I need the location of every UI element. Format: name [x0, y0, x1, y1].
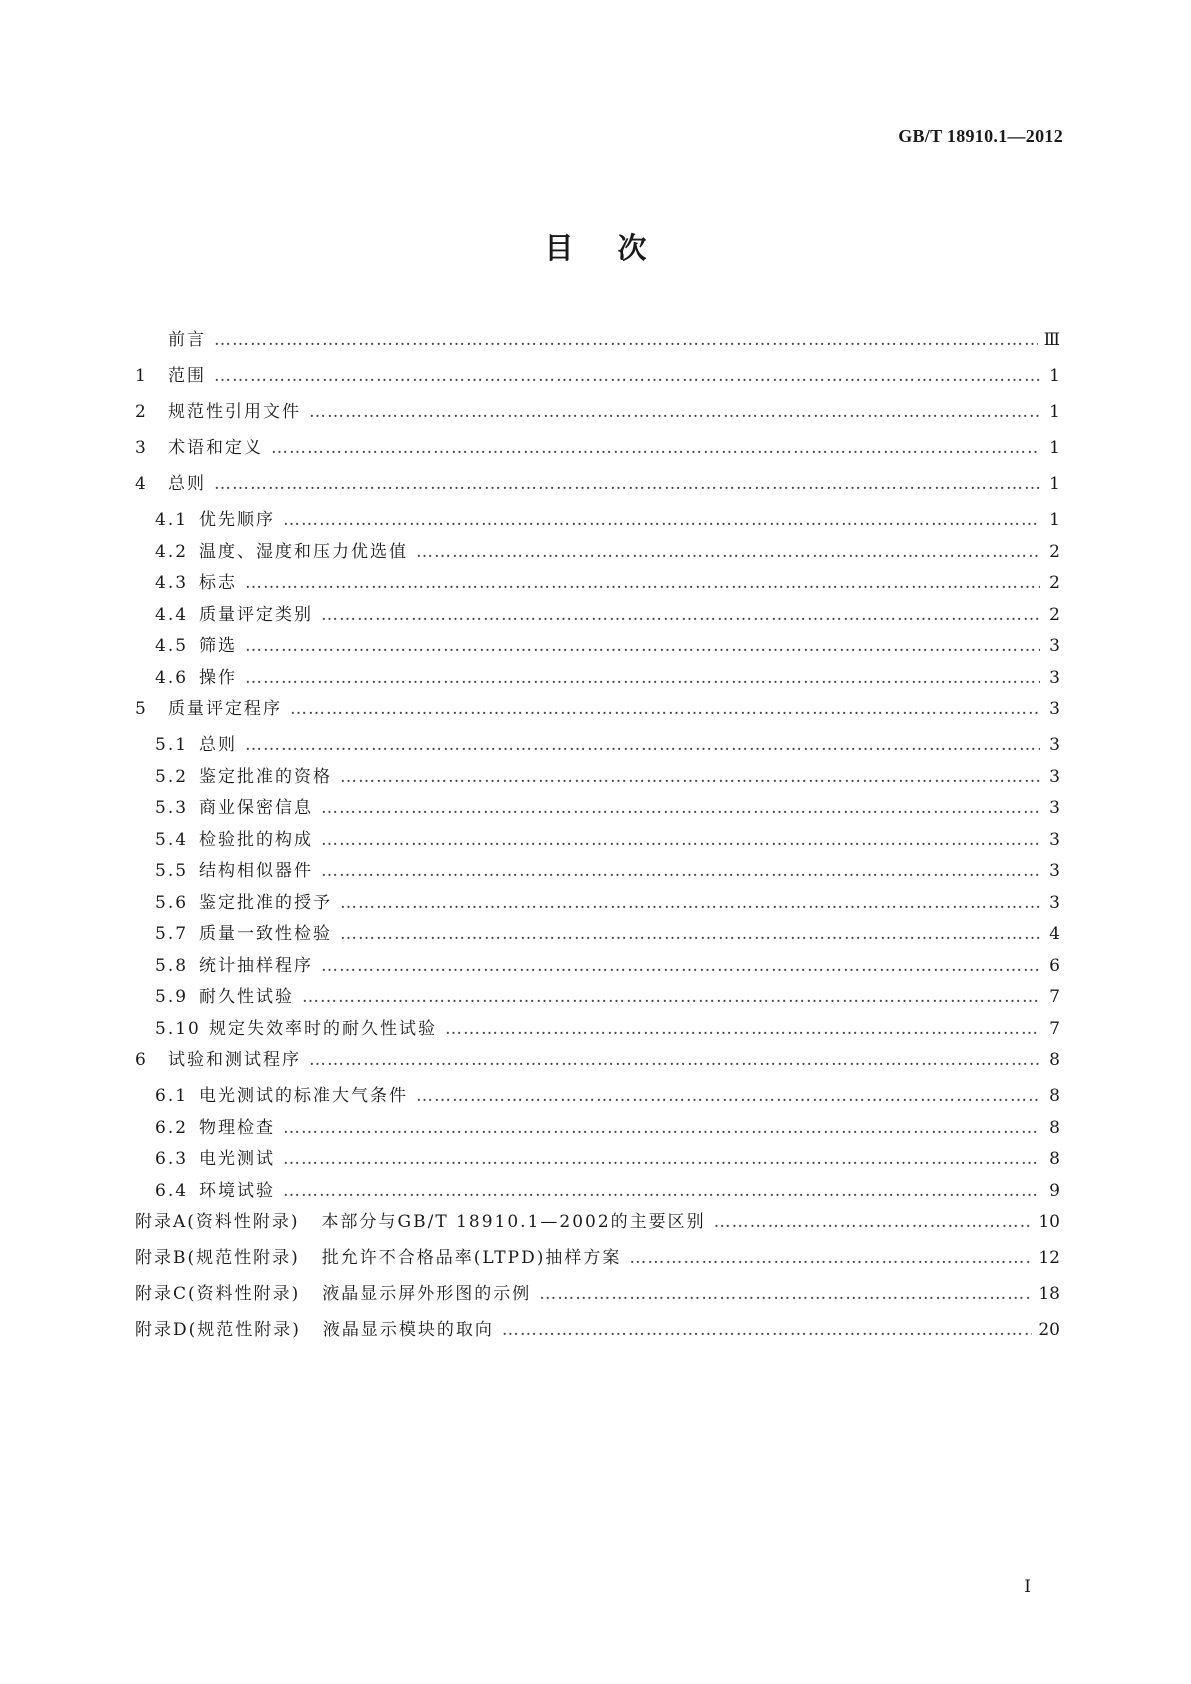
toc-entry-page: 20 [1038, 1320, 1060, 1340]
dot-leader [283, 1149, 1040, 1169]
toc-entry-label: 前言 [168, 330, 206, 350]
toc-entry-page: 12 [1038, 1248, 1060, 1268]
toc-entry-label: 鉴定批准的授予 [199, 892, 332, 913]
toc-entry-page: 2 [1049, 604, 1060, 625]
toc-entry-number: 6.3 [155, 1149, 189, 1169]
toc-entry-number: 6.1 [155, 1086, 189, 1106]
toc-entry-page: 3 [1049, 667, 1060, 688]
dot-leader [321, 798, 1040, 818]
toc-entry-page: 3 [1049, 766, 1060, 787]
dot-leader [214, 366, 1040, 386]
dot-leader [714, 1212, 1033, 1232]
toc-entry[interactable] [135, 1243, 1060, 1279]
toc-entry-label: 结构相似器件 [199, 861, 313, 881]
toc-entry-number: 4.5 [155, 636, 189, 656]
toc-entry[interactable] [135, 982, 1060, 1014]
toc-entry-label: 耐久性试验 [199, 987, 294, 1007]
toc-entry-label: 液晶显示屏外形图的示例 [322, 1284, 532, 1304]
dot-leader [302, 987, 1040, 1007]
toc-entry[interactable] [135, 856, 1060, 888]
toc-entry[interactable] [135, 397, 1060, 433]
dot-leader [271, 438, 1040, 458]
toc-entry-label: 质量评定类别 [199, 604, 313, 625]
toc-entry-label: 物理检查 [199, 1117, 275, 1138]
page-number: Ⅰ [1024, 1577, 1031, 1597]
toc-entry[interactable] [135, 600, 1060, 632]
dot-leader [214, 330, 1038, 350]
toc-entry-page: 3 [1049, 636, 1060, 656]
dot-leader [416, 542, 1040, 562]
toc-entry[interactable] [135, 1279, 1060, 1315]
toc-entry-number: 5.6 [155, 892, 189, 913]
toc-entry-page: 3 [1049, 892, 1060, 913]
toc-entry-label: 电光测试的标准大气条件 [199, 1086, 408, 1106]
toc-entry-page: Ⅲ [1043, 330, 1060, 350]
toc-entry-label: 术语和定义 [168, 438, 263, 458]
toc-entry-number: 4.4 [155, 604, 189, 625]
dot-leader [245, 668, 1040, 688]
toc-entry-number: 附录C(资料性附录) [135, 1284, 301, 1304]
standard-code: GB/T 18910.1—2012 [898, 126, 1063, 146]
toc-entry-number: 5.7 [155, 924, 189, 944]
toc-entry-label: 操作 [199, 667, 237, 688]
dot-leader [283, 1181, 1040, 1201]
toc-entry-page: 7 [1049, 987, 1060, 1007]
toc-entry-number: 4.6 [155, 667, 189, 688]
dot-leader [321, 830, 1040, 850]
toc-entry[interactable] [135, 825, 1060, 857]
toc-entry[interactable] [135, 1081, 1060, 1113]
toc-entry-page: 4 [1049, 924, 1060, 944]
dot-leader [321, 956, 1040, 976]
toc-entry[interactable] [135, 1176, 1060, 1208]
toc-entry-number: 6.2 [155, 1117, 189, 1138]
dot-leader [340, 893, 1040, 913]
toc-entry[interactable] [135, 433, 1060, 469]
toc-entry-page: 3 [1049, 699, 1060, 719]
dot-leader [283, 1118, 1040, 1138]
toc-entry-label: 质量评定程序 [168, 699, 282, 719]
toc-entry-page: 8 [1049, 1117, 1060, 1138]
dot-leader [445, 1019, 1040, 1039]
toc-entry[interactable] [135, 1144, 1060, 1176]
toc-entry-number: 6.4 [155, 1180, 189, 1201]
toc-entry-page: 2 [1049, 573, 1060, 593]
toc-entry-page: 8 [1049, 1050, 1060, 1070]
toc-entry-number: 5.2 [155, 766, 189, 787]
toc-entry-page: 3 [1049, 798, 1060, 818]
toc-entry-page: 3 [1049, 829, 1060, 850]
toc-entry-number: 2 [135, 402, 148, 422]
toc-entry-number: 1 [135, 366, 148, 386]
toc-entry-page: 1 [1049, 474, 1060, 494]
toc-entry-page: 1 [1049, 510, 1060, 530]
toc-entry-page: 10 [1038, 1212, 1060, 1232]
toc-entry[interactable] [135, 505, 1060, 537]
toc-entry-label: 批允许不合格品率(LTPD)抽样方案 [321, 1248, 622, 1268]
toc-entry-label: 环境试验 [199, 1180, 275, 1201]
toc-entry[interactable] [135, 469, 1060, 505]
toc-entry-label: 试验和测试程序 [168, 1050, 301, 1070]
dot-leader [539, 1284, 1032, 1304]
toc-entry-label: 范围 [168, 366, 206, 386]
toc-entry[interactable] [135, 361, 1060, 397]
dot-leader [245, 735, 1040, 755]
toc-entry-number: 附录B(规范性附录) [135, 1248, 300, 1268]
toc-entry[interactable] [135, 888, 1060, 920]
toc-entry[interactable] [135, 1113, 1060, 1145]
toc-entry-label: 优先顺序 [199, 510, 275, 530]
toc-entry-label: 温度、湿度和压力优选值 [199, 541, 408, 562]
toc-entry[interactable] [135, 1207, 1060, 1243]
toc-entry-page: 3 [1049, 861, 1060, 881]
toc-entry-label: 标志 [199, 573, 237, 593]
toc-entry[interactable] [135, 1315, 1060, 1351]
toc-entry-number: 4.2 [155, 541, 189, 562]
toc-entry-page: 6 [1049, 955, 1060, 976]
toc-entry-label: 筛选 [199, 636, 237, 656]
toc-entry-number: 4.3 [155, 573, 189, 593]
toc-entry-label: 统计抽样程序 [199, 955, 313, 976]
dot-leader [309, 1050, 1040, 1070]
toc-entry[interactable] [135, 1045, 1060, 1081]
dot-leader [245, 573, 1040, 593]
toc-entry[interactable] [135, 762, 1060, 794]
toc-entry[interactable] [135, 325, 1060, 361]
toc-entry-number: 4 [135, 474, 148, 494]
dot-leader [321, 861, 1040, 881]
toc-entry-page: 8 [1049, 1086, 1060, 1106]
toc-entry[interactable] [135, 631, 1060, 663]
toc-entry-number: 5.5 [155, 861, 189, 881]
toc-entry-number: 5.3 [155, 798, 189, 818]
toc-entry-label: 规定失效率时的耐久性试验 [209, 1018, 437, 1039]
toc-entry[interactable] [135, 1014, 1060, 1046]
toc-entry-page: 1 [1049, 402, 1060, 422]
toc-entry-page: 1 [1049, 366, 1060, 386]
toc-entry-number: 5.9 [155, 987, 189, 1007]
dot-leader [245, 636, 1040, 656]
toc-entry-page: 1 [1049, 438, 1060, 458]
dot-leader [321, 605, 1040, 625]
dot-leader [340, 767, 1040, 787]
toc-entry-number: 5.1 [155, 735, 189, 755]
dot-leader [502, 1320, 1032, 1340]
toc-entry-number: 5.4 [155, 829, 189, 850]
toc-entry[interactable] [135, 951, 1060, 983]
toc-entry[interactable] [135, 663, 1060, 695]
dot-leader [290, 699, 1040, 719]
toc-entry[interactable] [135, 919, 1060, 951]
toc-entry[interactable] [135, 694, 1060, 730]
toc-entry-number: 3 [135, 438, 148, 458]
toc-entry-label: 鉴定批准的资格 [199, 766, 332, 787]
toc-entry-label: 总则 [199, 735, 237, 755]
toc-entry[interactable] [135, 568, 1060, 600]
dot-leader [340, 924, 1040, 944]
toc-entry-number: 附录A(资料性附录) [135, 1212, 300, 1232]
dot-leader [283, 510, 1040, 530]
toc-entry-label: 总则 [168, 474, 206, 494]
toc-entry-page: 3 [1049, 735, 1060, 755]
toc-entry-label: 规范性引用文件 [168, 402, 301, 422]
page-title: 目次 [544, 231, 691, 265]
table-of-contents [135, 325, 1060, 1351]
dot-leader [214, 474, 1040, 494]
toc-entry-label: 液晶显示模块的取向 [322, 1320, 494, 1340]
toc-entry-number: 5.10 [155, 1018, 201, 1039]
toc-entry-page: 2 [1049, 541, 1060, 562]
toc-entry-number: 6 [135, 1050, 148, 1070]
toc-entry-label: 本部分与GB/T 18910.1—2002的主要区别 [321, 1212, 706, 1232]
toc-entry-number: 5 [135, 699, 148, 719]
toc-entry-number: 4.1 [155, 510, 189, 530]
dot-leader [629, 1248, 1032, 1268]
toc-entry-label: 检验批的构成 [199, 829, 313, 850]
toc-entry-label: 商业保密信息 [199, 798, 313, 818]
toc-entry[interactable] [135, 537, 1060, 569]
toc-entry-label: 电光测试 [199, 1149, 275, 1169]
dot-leader [416, 1086, 1040, 1106]
toc-entry[interactable] [135, 730, 1060, 762]
toc-entry-page: 9 [1049, 1180, 1060, 1201]
toc-entry-number: 附录D(规范性附录) [135, 1320, 301, 1340]
toc-entry-number: 5.8 [155, 955, 189, 976]
toc-entry-page: 18 [1038, 1284, 1060, 1304]
toc-entry-page: 7 [1049, 1018, 1060, 1039]
toc-entry-label: 质量一致性检验 [199, 924, 332, 944]
dot-leader [309, 402, 1040, 422]
toc-entry[interactable] [135, 793, 1060, 825]
toc-entry-page: 8 [1049, 1149, 1060, 1169]
